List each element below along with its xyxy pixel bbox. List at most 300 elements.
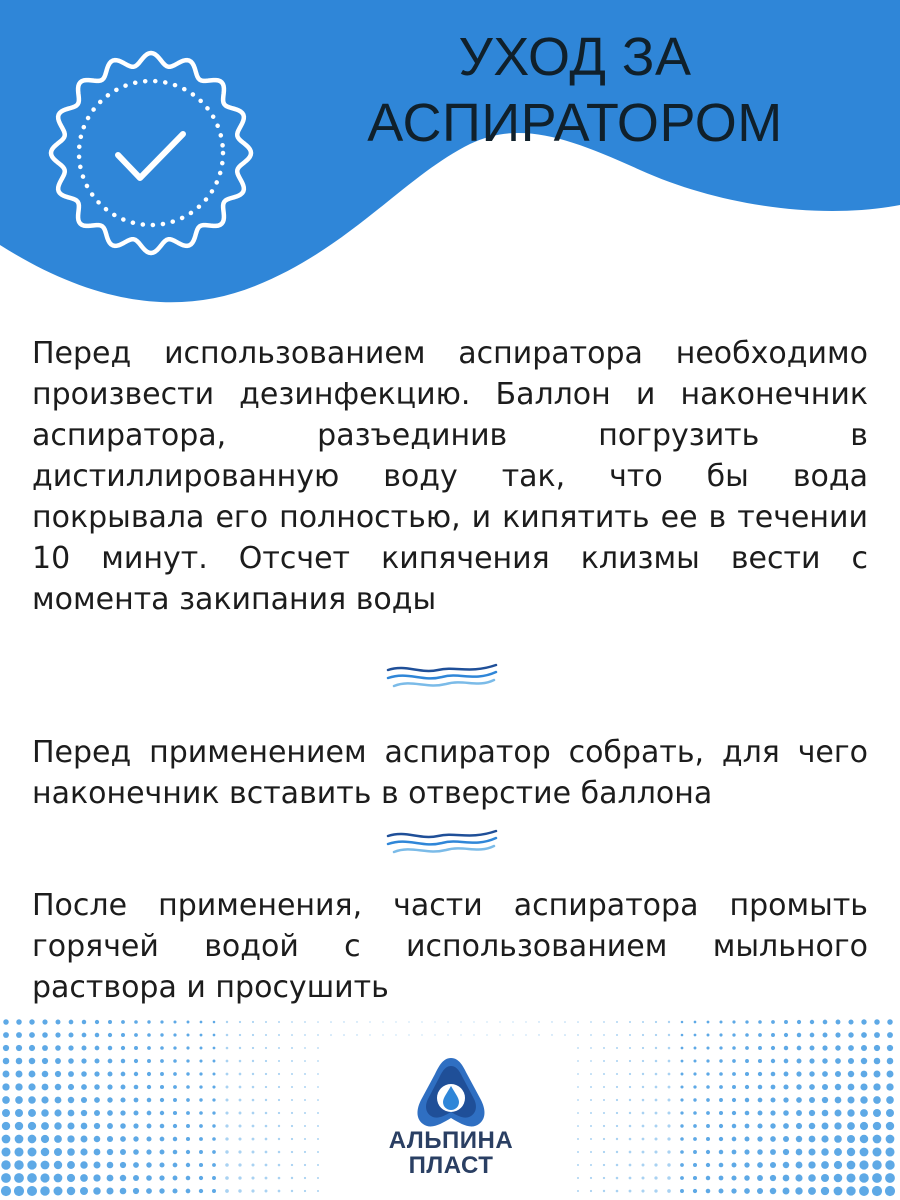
- halftone-dot: [783, 1175, 790, 1182]
- halftone-dot: [732, 1033, 735, 1036]
- halftone-dot: [29, 1019, 34, 1024]
- halftone-dot: [304, 1060, 306, 1062]
- halftone-dot: [745, 1072, 749, 1076]
- halftone-dot: [668, 1021, 670, 1023]
- halftone-dot: [719, 1098, 723, 1102]
- halftone-dot: [874, 1058, 881, 1065]
- halftone-dot: [213, 1047, 216, 1050]
- halftone-dot: [770, 1162, 776, 1168]
- halftone-dot: [783, 1123, 789, 1129]
- halftone-dot: [770, 1097, 775, 1102]
- halftone-dot: [757, 1188, 763, 1194]
- halftone-dot: [107, 1136, 113, 1142]
- halftone-dot: [146, 1136, 151, 1141]
- halftone-dot: [616, 1060, 618, 1062]
- halftone-dot: [147, 1111, 152, 1116]
- halftone-dot: [822, 1071, 828, 1077]
- halftone-dot: [14, 1160, 23, 1169]
- halftone-dot: [847, 1096, 854, 1103]
- halftone-dot: [173, 1176, 178, 1181]
- halftone-dot: [512, 1034, 513, 1035]
- halftone-dot: [317, 1125, 319, 1127]
- halftone-dot: [885, 1186, 895, 1196]
- halftone-dot: [681, 1047, 684, 1050]
- halftone-dot: [212, 1137, 216, 1141]
- halftone-dot: [42, 1058, 48, 1064]
- halftone-dot: [693, 1163, 697, 1167]
- halftone-dot: [120, 1188, 127, 1195]
- halftone-dot: [590, 1073, 592, 1075]
- halftone-dot: [304, 1190, 306, 1192]
- halftone-dot: [108, 1046, 112, 1050]
- halftone-dot: [40, 1186, 50, 1196]
- halftone-dot: [133, 1149, 139, 1155]
- halftone-dot: [160, 1046, 164, 1050]
- halftone-dot: [809, 1110, 815, 1116]
- halftone-dot: [252, 1060, 254, 1062]
- halftone-dot: [577, 1125, 579, 1127]
- halftone-dot: [41, 1135, 49, 1143]
- halftone-dot: [15, 1096, 23, 1104]
- halftone-dot: [199, 1163, 203, 1167]
- halftone-dot: [796, 1084, 801, 1089]
- halftone-dot: [304, 1164, 306, 1166]
- halftone-dot: [27, 1173, 37, 1183]
- halftone-dot: [642, 1021, 644, 1023]
- halftone-dot: [681, 1060, 684, 1063]
- halftone-dot: [41, 1109, 49, 1117]
- halftone-dot: [745, 1033, 749, 1037]
- halftone-dot: [603, 1060, 605, 1062]
- halftone-dot: [719, 1150, 723, 1154]
- halftone-dot: [15, 1083, 22, 1090]
- halftone-dot: [835, 1071, 841, 1077]
- halftone-dot: [603, 1034, 605, 1036]
- halftone-dot: [81, 1123, 88, 1130]
- halftone-dot: [834, 1161, 842, 1169]
- halftone-dot: [239, 1099, 242, 1102]
- halftone-dot: [147, 1046, 151, 1050]
- halftone-dot: [28, 1109, 36, 1117]
- halftone-dot: [629, 1034, 631, 1036]
- halftone-dot: [67, 1187, 75, 1195]
- halftone-dot: [173, 1098, 177, 1102]
- halftone-dot: [872, 1186, 882, 1196]
- halftone-dot: [1, 1186, 11, 1196]
- halftone-dot: [642, 1138, 645, 1141]
- halftone-dot: [719, 1124, 723, 1128]
- halftone-dot: [160, 1085, 164, 1089]
- halftone-dot: [343, 1021, 344, 1022]
- halftone-dot: [239, 1060, 242, 1063]
- halftone-dot: [732, 1124, 736, 1128]
- halftone-dot: [834, 1122, 841, 1129]
- halftone-dot: [732, 1098, 736, 1102]
- halftone-dot: [706, 1137, 710, 1141]
- halftone-dot: [147, 1098, 152, 1103]
- halftone-dot: [54, 1148, 62, 1156]
- halftone-dot: [212, 1124, 215, 1127]
- halftone-dot: [134, 1020, 138, 1024]
- halftone-dot: [213, 1021, 216, 1024]
- halftone-dot: [226, 1047, 229, 1050]
- halftone-dot: [147, 1085, 151, 1089]
- halftone-dot: [859, 1173, 869, 1183]
- halftone-dot: [28, 1148, 37, 1157]
- halftone-dot: [860, 1096, 867, 1103]
- halftone-dot: [147, 1033, 151, 1037]
- halftone-dot: [134, 1059, 138, 1063]
- halftone-dot: [667, 1111, 670, 1114]
- halftone-dot: [758, 1059, 762, 1063]
- halftone-dot: [265, 1021, 267, 1023]
- halftone-dot: [783, 1097, 788, 1102]
- halftone-dot: [81, 1110, 87, 1116]
- halftone-dot: [797, 1059, 802, 1064]
- halftone-dot: [577, 1112, 579, 1114]
- halftone-dot: [590, 1177, 592, 1179]
- halftone-dot: [212, 1189, 216, 1193]
- halftone-dot: [720, 1021, 723, 1024]
- halftone-dot: [2, 1083, 9, 1090]
- halftone-dot: [28, 1083, 35, 1090]
- halftone-dot: [655, 1099, 658, 1102]
- halftone-dot: [3, 1019, 9, 1025]
- halftone-dot: [82, 1020, 86, 1024]
- halftone-dot: [108, 1072, 113, 1077]
- halftone-dot: [886, 1135, 895, 1144]
- halftone-dot: [291, 1125, 293, 1127]
- halftone-dot: [770, 1110, 775, 1115]
- halftone-dot: [81, 1097, 87, 1103]
- halftone-dot: [252, 1034, 254, 1036]
- brand-name-line-2: ПЛАСТ: [408, 1152, 494, 1179]
- halftone-dot: [120, 1175, 126, 1181]
- wave-divider-icon: [386, 826, 498, 858]
- halftone-dot: [304, 1138, 306, 1140]
- halftone-dot: [107, 1162, 114, 1169]
- halftone-dot: [3, 1058, 10, 1065]
- halftone-dot: [821, 1174, 829, 1182]
- halftone-dot: [28, 1122, 36, 1130]
- halftone-dot: [771, 1046, 775, 1050]
- halftone-dot: [173, 1033, 176, 1036]
- halftone-dot: [808, 1174, 816, 1182]
- halftone-dot: [577, 1073, 579, 1075]
- halftone-dot: [291, 1190, 293, 1192]
- halftone-dot: [226, 1021, 228, 1023]
- halftone-dot: [212, 1150, 216, 1154]
- halftone-dot: [846, 1186, 855, 1195]
- halftone-dot: [822, 1110, 829, 1117]
- halftone-dot: [54, 1122, 61, 1129]
- halftone-dot: [577, 1099, 579, 1101]
- halftone-dot: [680, 1111, 683, 1114]
- halftone-dot: [278, 1138, 280, 1140]
- halftone-dot: [796, 1097, 802, 1103]
- halftone-dot: [199, 1189, 203, 1193]
- halftone-dot: [447, 1034, 448, 1035]
- halftone-dot: [212, 1176, 216, 1180]
- halftone-dot: [797, 1033, 801, 1037]
- halftone-dot: [213, 1034, 216, 1037]
- halftone-dot: [107, 1149, 113, 1155]
- halftone-dot: [731, 1175, 736, 1180]
- halftone-dot: [291, 1151, 293, 1153]
- halftone-dot: [134, 1098, 139, 1103]
- halftone-dot: [81, 1084, 87, 1090]
- halftone-dot: [212, 1098, 215, 1101]
- halftone-dot: [771, 1085, 776, 1090]
- halftone-dot: [278, 1073, 280, 1075]
- halftone-dot: [291, 1086, 293, 1088]
- halftone-dot: [860, 1135, 869, 1144]
- halftone-dot: [706, 1072, 709, 1075]
- halftone-dot: [885, 1147, 894, 1156]
- halftone-dot: [693, 1124, 697, 1128]
- halftone-dot: [642, 1164, 645, 1167]
- halftone-dot: [667, 1176, 671, 1180]
- halftone-dot: [2, 1135, 11, 1144]
- halftone-dot: [668, 1047, 671, 1050]
- halftone-dot: [758, 1072, 762, 1076]
- halftone-dot: [861, 1071, 868, 1078]
- halftone-dot: [265, 1099, 267, 1101]
- halftone-dot: [577, 1021, 579, 1023]
- halftone-dot: [770, 1188, 777, 1195]
- halftone-dot: [783, 1084, 788, 1089]
- halftone-dot: [668, 1034, 670, 1036]
- halftone-dot: [40, 1173, 49, 1182]
- halftone-dot: [199, 1137, 203, 1141]
- halftone-dot: [291, 1112, 293, 1114]
- halftone-dot: [667, 1189, 671, 1193]
- page-title: [300, 24, 850, 156]
- halftone-dot: [809, 1097, 815, 1103]
- halftone-dot: [173, 1124, 177, 1128]
- halftone-dot: [859, 1160, 868, 1169]
- brand-name-line-1: АЛЬПИНА: [388, 1127, 514, 1154]
- halftone-dot: [680, 1176, 684, 1180]
- halftone-dot: [291, 1021, 293, 1023]
- halftone-dot: [186, 1059, 189, 1062]
- halftone-dot: [783, 1149, 789, 1155]
- halftone-dot: [69, 1020, 74, 1025]
- halftone-dot: [706, 1163, 710, 1167]
- halftone-dot: [757, 1136, 762, 1141]
- halftone-dot: [239, 1125, 242, 1128]
- halftone-dot: [291, 1073, 293, 1075]
- halftone-dot: [107, 1123, 113, 1129]
- halftone-dot: [680, 1150, 684, 1154]
- halftone-dot: [291, 1164, 293, 1166]
- halftone-dot: [808, 1148, 815, 1155]
- halftone-dot: [252, 1151, 255, 1154]
- halftone-dot: [745, 1124, 750, 1129]
- halftone-dot: [744, 1149, 749, 1154]
- halftone-dot: [55, 1084, 62, 1091]
- halftone-dot: [577, 1164, 579, 1166]
- halftone-dot: [304, 1086, 306, 1088]
- halftone-dot: [731, 1188, 736, 1193]
- halftone-dot: [199, 1111, 203, 1115]
- halftone-dot: [616, 1164, 619, 1167]
- halftone-dot: [693, 1137, 697, 1141]
- halftone-dot: [577, 1034, 579, 1036]
- halftone-dot: [758, 1020, 762, 1024]
- halftone-dot: [848, 1084, 855, 1091]
- halftone-dot: [121, 1020, 125, 1024]
- halftone-dot: [629, 1125, 632, 1128]
- halftone-dot: [847, 1161, 856, 1170]
- halftone-dot: [108, 1033, 112, 1037]
- halftone-dot: [199, 1085, 202, 1088]
- halftone-dot: [94, 1149, 101, 1156]
- halftone-dot: [147, 1072, 151, 1076]
- halftone-dot: [186, 1033, 189, 1036]
- halftone-dot: [317, 1190, 319, 1192]
- brand-logo: [376, 1052, 526, 1192]
- halftone-dot: [629, 1177, 632, 1180]
- halftone-dot: [603, 1099, 605, 1101]
- halftone-dot: [655, 1060, 658, 1063]
- halftone-dot: [252, 1073, 254, 1075]
- halftone-dot: [187, 1021, 190, 1024]
- halftone-dot: [758, 1098, 763, 1103]
- halftone-dot: [641, 1176, 644, 1179]
- halftone-dot: [770, 1123, 775, 1128]
- halftone-dot: [186, 1046, 189, 1049]
- halftone-dot: [226, 1073, 229, 1076]
- halftone-dot: [887, 1032, 893, 1038]
- halftone-dot: [317, 1060, 319, 1062]
- halftone-dot: [655, 1086, 658, 1089]
- halftone-dot: [783, 1136, 789, 1142]
- halftone-dot: [68, 1045, 73, 1050]
- halftone-dot: [369, 1021, 370, 1022]
- halftone-dot: [860, 1109, 868, 1117]
- halftone-dot: [278, 1099, 280, 1101]
- halftone-dot: [667, 1150, 670, 1153]
- halftone-dot: [317, 1034, 319, 1036]
- halftone-dot: [886, 1096, 894, 1104]
- halftone-dot: [783, 1188, 790, 1195]
- halftone-dot: [29, 1058, 36, 1065]
- halftone-dot: [317, 1021, 319, 1023]
- halftone-dot: [603, 1047, 605, 1049]
- halftone-dot: [1, 1147, 10, 1156]
- halftone-dot: [16, 1045, 22, 1051]
- halftone-dot: [226, 1060, 229, 1063]
- halftone-dot: [291, 1099, 293, 1101]
- halftone-dot: [447, 1021, 448, 1022]
- halftone-dot: [784, 1020, 788, 1024]
- halftone-dot: [848, 1032, 853, 1037]
- halftone-dot: [822, 1097, 828, 1103]
- halftone-dot: [108, 1059, 113, 1064]
- halftone-dot: [874, 1071, 881, 1078]
- halftone-dot: [719, 1111, 723, 1115]
- halftone-dot: [874, 1019, 880, 1025]
- halftone-dot: [42, 1019, 47, 1024]
- halftone-dot: [745, 1098, 749, 1102]
- halftone-dot: [239, 1073, 242, 1076]
- halftone-dot: [225, 1150, 228, 1153]
- halftone-dot: [41, 1096, 48, 1103]
- halftone-dot: [133, 1123, 138, 1128]
- halftone-dot: [706, 1124, 710, 1128]
- halftone-dot: [186, 1085, 190, 1089]
- halftone-dot: [278, 1112, 280, 1114]
- halftone-dot: [278, 1060, 280, 1062]
- halftone-dot: [16, 1058, 23, 1065]
- halftone-dot: [872, 1173, 882, 1183]
- halftone-dot: [121, 1046, 125, 1050]
- halftone-dot: [42, 1071, 49, 1078]
- halftone-dot: [809, 1071, 814, 1076]
- halftone-dot: [93, 1161, 100, 1168]
- halftone-dot: [160, 1137, 165, 1142]
- halftone-dot: [693, 1098, 696, 1101]
- halftone-dot: [160, 1124, 165, 1129]
- halftone-dot: [173, 1163, 178, 1168]
- halftone-dot: [29, 1045, 35, 1051]
- halftone-dot: [873, 1096, 881, 1104]
- halftone-dot: [133, 1136, 138, 1141]
- halftone-dot: [226, 1086, 229, 1089]
- halftone-dot: [239, 1086, 242, 1089]
- halftone-dot: [873, 1135, 882, 1144]
- halftone-dot: [795, 1187, 802, 1194]
- halftone-dot: [408, 1021, 409, 1022]
- halftone-dot: [251, 1176, 254, 1179]
- halftone-dot: [29, 1071, 36, 1078]
- halftone-dot: [821, 1187, 829, 1195]
- halftone-dot: [551, 1034, 552, 1035]
- halftone-dot: [107, 1175, 114, 1182]
- halftone-dot: [887, 1058, 894, 1065]
- halftone-dot: [133, 1188, 139, 1194]
- halftone-dot: [835, 1084, 841, 1090]
- halftone-dot: [200, 1034, 203, 1037]
- halftone-dot: [590, 1151, 592, 1153]
- halftone-dot: [134, 1085, 139, 1090]
- halftone-dot: [629, 1021, 631, 1023]
- halftone-dot: [590, 1138, 592, 1140]
- halftone-dot: [745, 1020, 748, 1023]
- halftone-dot: [68, 1110, 75, 1117]
- halftone-dot: [80, 1187, 88, 1195]
- halftone-dot: [107, 1110, 113, 1116]
- halftone-dot: [809, 1136, 816, 1143]
- halftone-dot: [107, 1097, 112, 1102]
- halftone-dot: [186, 1163, 190, 1167]
- halftone-dot: [278, 1190, 281, 1193]
- halftone-dot: [330, 1034, 332, 1036]
- halftone-dot: [278, 1164, 281, 1167]
- halftone-dot: [744, 1175, 750, 1181]
- halftone-dot: [680, 1163, 684, 1167]
- halftone-dot: [186, 1098, 190, 1102]
- halftone-dot: [668, 1086, 671, 1089]
- halftone-dot: [265, 1060, 267, 1062]
- halftone-dot: [642, 1034, 644, 1036]
- halftone-dot: [68, 1097, 74, 1103]
- halftone-dot: [317, 1177, 319, 1179]
- halftone-dot: [783, 1162, 789, 1168]
- halftone-dot: [160, 1059, 164, 1063]
- halftone-dot: [81, 1136, 88, 1143]
